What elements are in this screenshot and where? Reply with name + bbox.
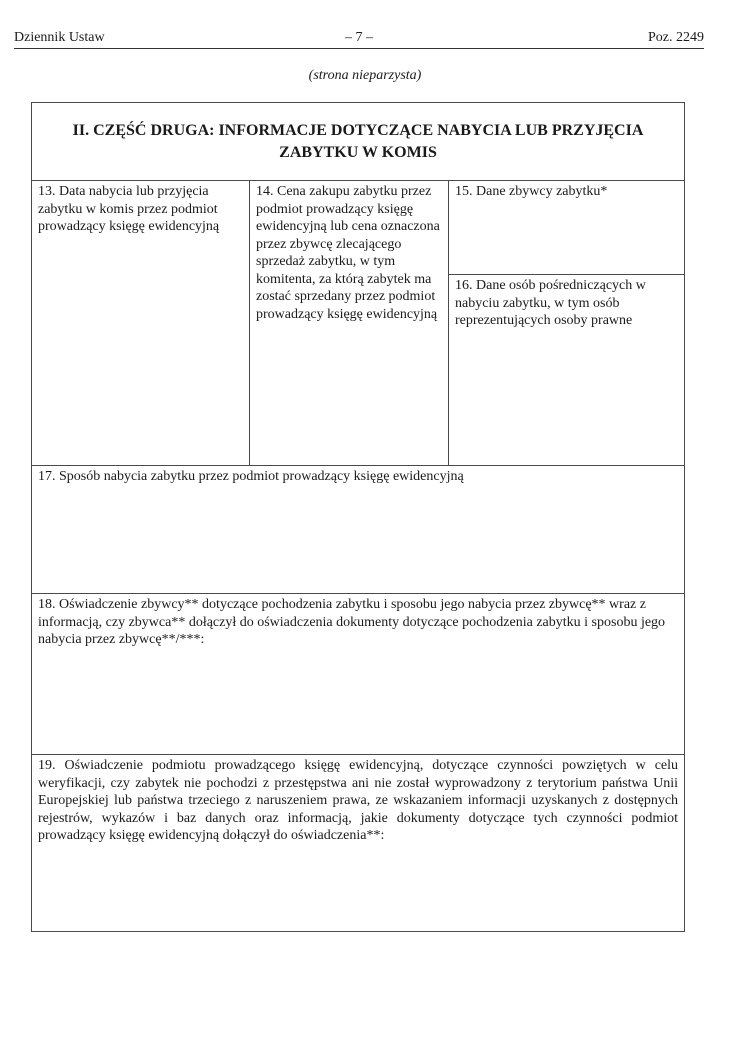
field-13-acquisition-date[interactable] xyxy=(32,181,250,466)
page-note: (strona nieparzysta) xyxy=(308,68,422,83)
field-18-label: 18. Oświadczenie zbywcy** dotyczące pochodzenia zabytku i sposobu jego nabycia przez zbywcę** wraz z informacją, czy zbywca** dołączył do oświadczenia dokumenty dotyczące pochodzenia zabytku i sposobu jego nabycia przez zbywcę**/***: xyxy=(38,597,666,647)
position-number: Poz. 2249 xyxy=(648,30,704,45)
field-17-acquisition-method[interactable] xyxy=(32,466,685,594)
field-15-label: 15. Dane zbywcy zabytku* xyxy=(455,184,608,199)
field-16-intermediaries-data[interactable] xyxy=(449,275,685,466)
page-header xyxy=(14,28,704,49)
field-15-seller-data[interactable] xyxy=(449,181,685,275)
field-14-label: 14. Cena zakupu zabytku przez podmiot prowadzący księgę ewidencyjną lub cena oznaczona przez zbywcę zlecającego sprzedaż zabytku, w tym komitenta, za którą zabytek ma zostać sprzedany przez podmiot prowadzący księgę ewidencyjną xyxy=(256,184,440,322)
field-18-seller-statement[interactable] xyxy=(32,594,685,755)
field-16-label: 16. Dane osób pośredniczących w nabyciu zabytku, w tym osób reprezentujących osoby prawne xyxy=(455,278,646,328)
field-14-purchase-price[interactable] xyxy=(250,181,449,466)
acquisition-form xyxy=(31,102,685,932)
field-19-label: 19. Oświadczenie podmiotu prowadzącego księgę ewidencyjną, dotyczące czynności powziętych w celu weryfikacji, czy zabytek nie pochodzi z przestępstwa ani nie został wyprowadzony z terytorium państwa Unii Europejskiej lub państwa trzeciego z naruszeniem prawa, ze wskazaniem informacji uzyskanych z dostępnych rejestrów, wykazów i baz danych oraz informacją, jakie dokumenty dotyczące tych czynności podmiot prowadzący księgę ewidencyjną dołączył do oświadczenia**: xyxy=(38,758,679,843)
field-19-entity-statement[interactable] xyxy=(32,755,685,932)
page-number: – 7 – xyxy=(345,30,373,45)
field-13-label: 13. Data nabycia lub przyjęcia zabytku w komis przez podmiot prowadzący księgę ewidencyjną xyxy=(38,184,220,234)
section-title: II. CZĘŚĆ DRUGA: INFORMACJE DOTYCZĄCE NABYCIA LUB PRZYJĘCIA ZABYTKU W KOMIS xyxy=(32,103,685,181)
field-17-label: 17. Sposób nabycia zabytku przez podmiot prowadzący księgę ewidencyjną xyxy=(38,469,464,484)
publication-name: Dziennik Ustaw xyxy=(14,30,105,45)
